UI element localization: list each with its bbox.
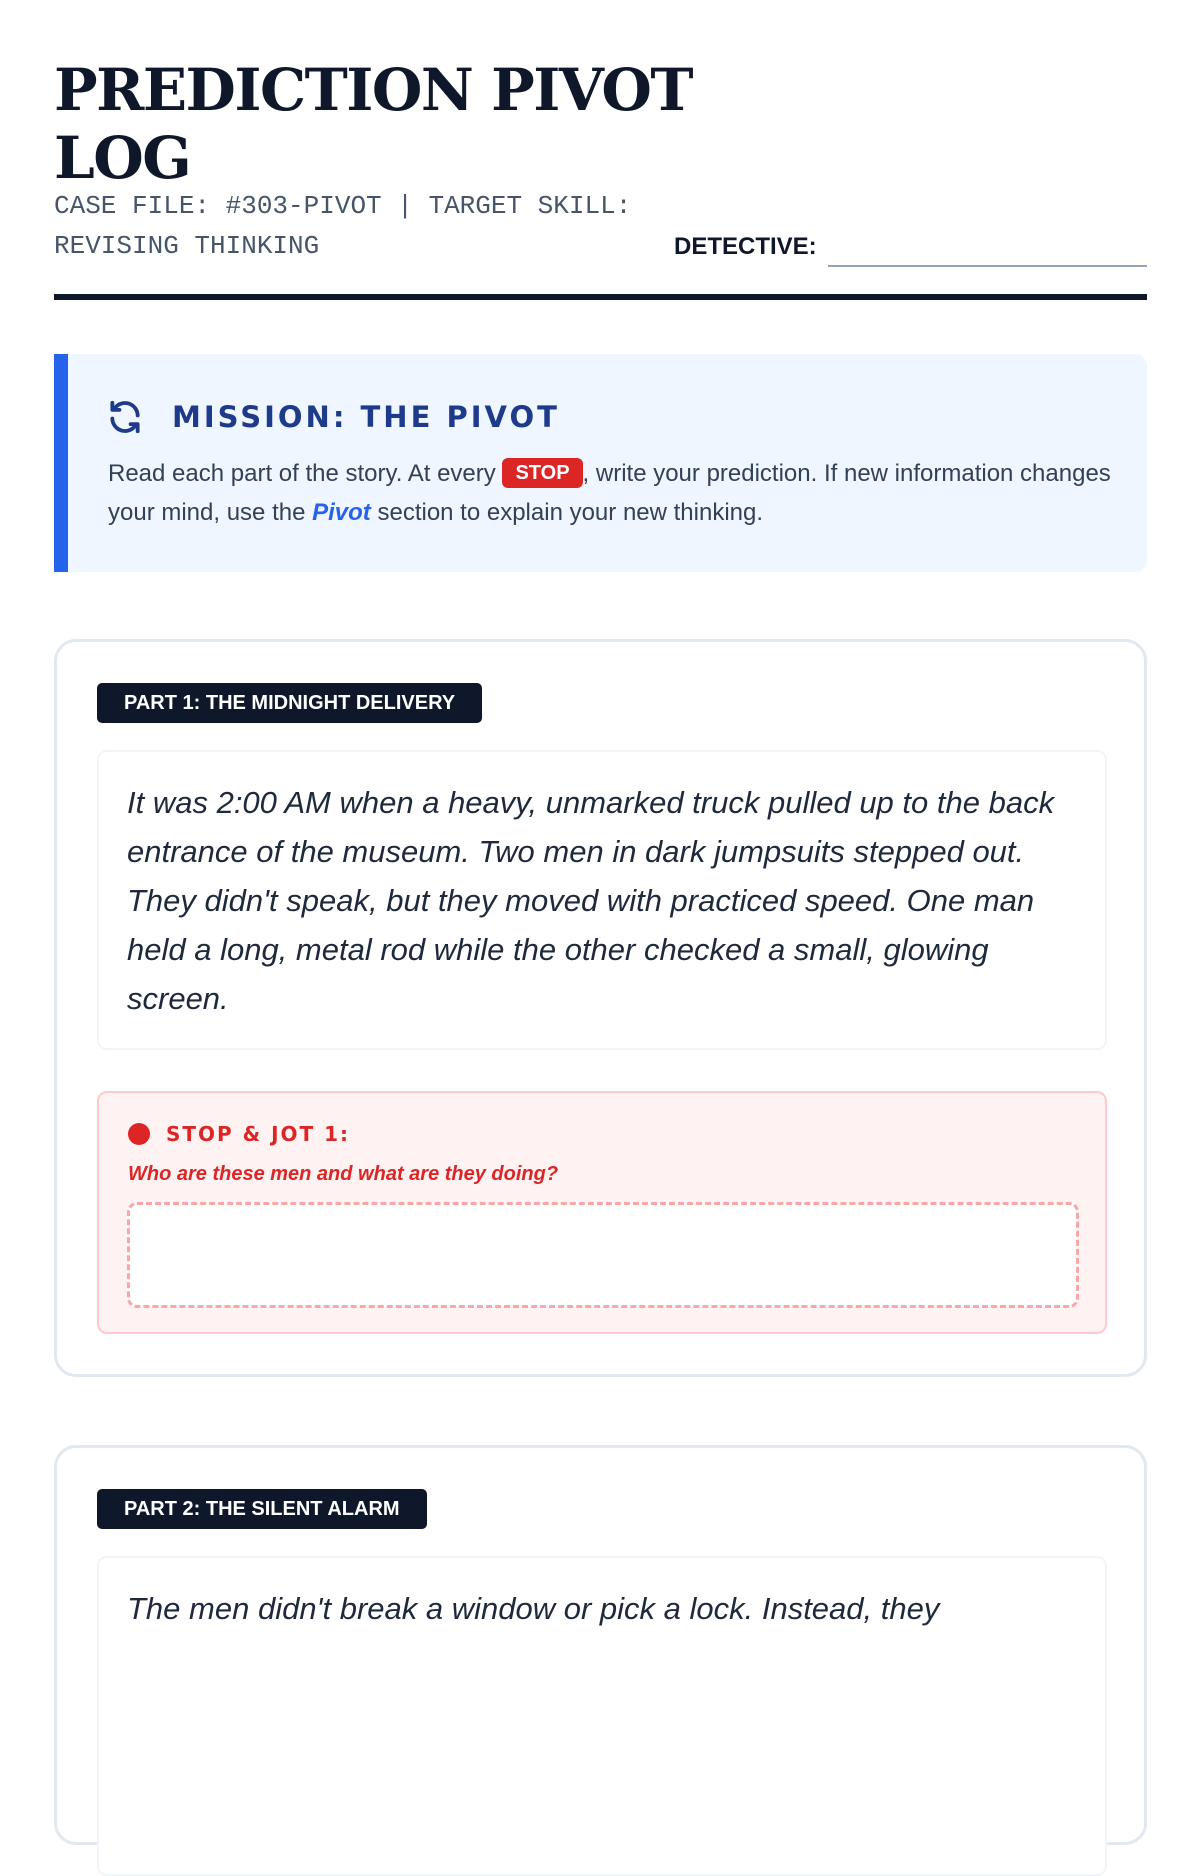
story-box bbox=[97, 750, 1107, 1050]
mission-instructions bbox=[108, 454, 1128, 532]
worksheet-page bbox=[54, 0, 1147, 1626]
mission-text-part-2: , write your prediction. If new information changes your mind, use the bbox=[108, 460, 1111, 526]
part-card-2 bbox=[54, 1445, 1147, 1845]
part-card-1 bbox=[54, 639, 1147, 1377]
case-file-line-1: CASE FILE: #303-PIVOT | TARGET SKILL: bbox=[54, 191, 632, 221]
title-line-2: LOG bbox=[54, 124, 191, 192]
mission-box bbox=[54, 354, 1147, 572]
part-label: PART 1: THE MIDNIGHT DELIVERY bbox=[97, 683, 482, 723]
page-title bbox=[54, 56, 694, 192]
mission-title: MISSION: THE PIVOT bbox=[172, 400, 560, 434]
stop-badge: STOP bbox=[502, 458, 582, 488]
stop-and-jot-title: STOP & JOT 1: bbox=[166, 1122, 351, 1146]
header-divider bbox=[54, 294, 1147, 300]
story-text: The men didn't break a window or pick a lock. Instead, they bbox=[127, 1591, 940, 1626]
detective-label: DETECTIVE: bbox=[674, 233, 817, 260]
story-box bbox=[97, 1556, 1107, 1876]
story-text: It was 2:00 AM when a heavy, unmarked truck pulled up to the back entrance of the museum. Two men in dark jumpsuits stepped out. They didn't speak, but they moved with practiced speed. One man held a long, metal rod while the other checked a small, glowing screen. bbox=[127, 785, 1055, 1016]
refresh-icon bbox=[106, 398, 144, 436]
mission-text-part-1: Read each part of the story. At every bbox=[108, 460, 503, 487]
detective-name-field[interactable] bbox=[828, 265, 1147, 267]
answer-field[interactable] bbox=[127, 1202, 1079, 1308]
pivot-word: Pivot bbox=[312, 499, 371, 526]
stop-and-jot-box bbox=[97, 1091, 1107, 1334]
case-file-line-2: REVISING THINKING bbox=[54, 231, 320, 261]
stop-and-jot-question: Who are these men and what are they doing? bbox=[128, 1163, 559, 1185]
case-file-info bbox=[54, 186, 694, 266]
mission-text-part-3: section to explain your new thinking. bbox=[370, 499, 764, 526]
stop-dot-icon bbox=[128, 1123, 150, 1145]
part-label: PART 2: THE SILENT ALARM bbox=[97, 1489, 427, 1529]
title-line-1: PREDICTION PIVOT bbox=[54, 56, 693, 124]
